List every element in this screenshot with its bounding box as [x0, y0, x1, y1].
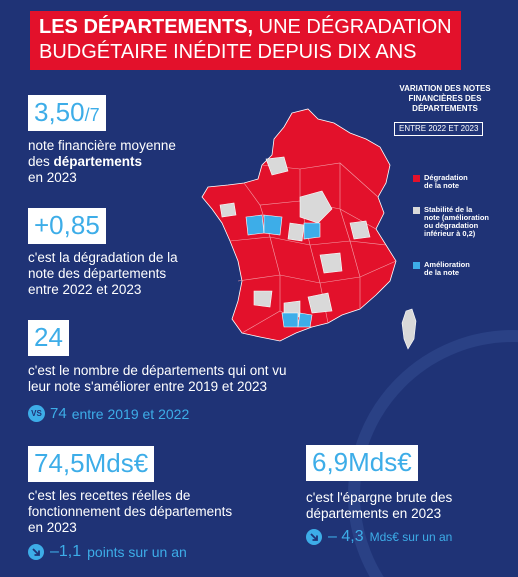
- kpi-epargne-value: 6,9Mds€: [312, 447, 412, 477]
- title-line-2: BUDGÉTAIRE INÉDITE DEPUIS DIX ANS: [39, 41, 417, 63]
- kpi-variation-value: +0,85: [34, 210, 100, 240]
- kpi-recettes-desc-1: c'est les recettes réelles de: [28, 488, 191, 503]
- france-map-icon: [200, 105, 420, 350]
- legend-stability-1: Stabilité de la: [424, 205, 473, 214]
- kpi-recettes-desc-2: fonctionnement des départements: [28, 504, 233, 519]
- arrow-down-right-icon: [28, 544, 44, 560]
- kpi-note-desc-2: [28, 154, 176, 170]
- kpi-epargne-desc-1: c'est l'épargne brute des: [306, 490, 453, 505]
- kpi-note-desc-2a: des: [28, 154, 54, 169]
- kpi-recettes-change: [28, 543, 187, 561]
- kpi-variation-desc: [28, 250, 178, 298]
- kpi-recettes-box: [28, 446, 154, 482]
- epargne-change-value: – 4,3: [328, 528, 364, 545]
- legend-title-2: FINANCIÈRES DES: [408, 94, 482, 103]
- legend-stability-3: ou dégradation: [424, 221, 479, 230]
- kpi-variation-desc-1: c'est la dégradation de la: [28, 250, 178, 265]
- legend-degradation-1: Dégradation: [424, 173, 468, 182]
- recettes-change-text: points sur un an: [87, 544, 187, 560]
- kpi-epargne-change: [306, 528, 452, 546]
- legend-swatch-red: [413, 175, 420, 182]
- legend-improvement-2: de la note: [424, 268, 460, 277]
- legend-swatch-grey: [413, 207, 420, 214]
- kpi-variation-desc-3: entre 2022 et 2023: [28, 282, 142, 297]
- recettes-change-value: –1,1: [50, 543, 82, 560]
- legend-title-1: VARIATION DES NOTES: [399, 84, 491, 93]
- kpi-improved-value: 24: [34, 322, 63, 352]
- legend-item-stability: [413, 206, 489, 238]
- kpi-epargne-box: [306, 445, 418, 481]
- kpi-note-desc-1: note financière moyenne: [28, 138, 176, 153]
- kpi-improved-desc-2: leur note s'améliorer entre 2019 et 2023: [28, 379, 267, 394]
- title-rest: UNE DÉGRADATION: [253, 16, 452, 38]
- epargne-change-text: Mds€ sur un an: [369, 530, 453, 544]
- kpi-improved-desc-1: c'est le nombre de départements qui ont vu: [28, 363, 287, 378]
- kpi-recettes-desc-3: en 2023: [28, 520, 77, 535]
- legend-range: ENTRE 2022 ET 2023: [394, 122, 483, 136]
- vs-value: 74: [50, 405, 67, 422]
- legend-stability-2: note (amélioration: [424, 213, 490, 222]
- kpi-improved-vs: [28, 405, 189, 422]
- title-bold: LES DÉPARTEMENTS,: [39, 16, 254, 38]
- arrow-down-right-icon: [306, 529, 322, 545]
- kpi-note-box: [28, 95, 106, 131]
- vs-badge-icon: VS: [28, 405, 45, 422]
- legend-degradation-2: de la note: [424, 181, 460, 190]
- kpi-recettes-desc: [28, 488, 232, 536]
- kpi-note-value: 3,50: [34, 97, 85, 127]
- vs-text: entre 2019 et 2022: [71, 405, 190, 422]
- kpi-improved-desc: [28, 363, 286, 395]
- legend-improvement-1: Amélioration: [424, 260, 470, 269]
- kpi-improved-box: [28, 320, 69, 356]
- legend-item-improvement: [413, 261, 470, 277]
- kpi-note-desc: [28, 138, 176, 186]
- kpi-epargne-desc: [306, 490, 452, 522]
- legend-item-degradation: [413, 174, 468, 190]
- kpi-note-unit: /7: [84, 105, 100, 125]
- kpi-note-desc-2b: départements: [53, 154, 143, 169]
- kpi-variation-box: [28, 208, 106, 244]
- legend-title-3: DÉPARTEMENTS: [412, 104, 478, 113]
- legend-swatch-blue: [413, 262, 420, 269]
- map-corsica: [402, 309, 416, 349]
- page-title: [30, 11, 461, 70]
- kpi-epargne-desc-2: départements en 2023: [306, 506, 442, 521]
- legend-title: [384, 84, 506, 114]
- kpi-note-desc-3: en 2023: [28, 170, 77, 185]
- legend-stability-4: inférieur à 0,2): [424, 229, 476, 238]
- kpi-recettes-value: 74,5Mds€: [34, 448, 149, 478]
- kpi-variation-desc-2: note des départements: [28, 266, 167, 281]
